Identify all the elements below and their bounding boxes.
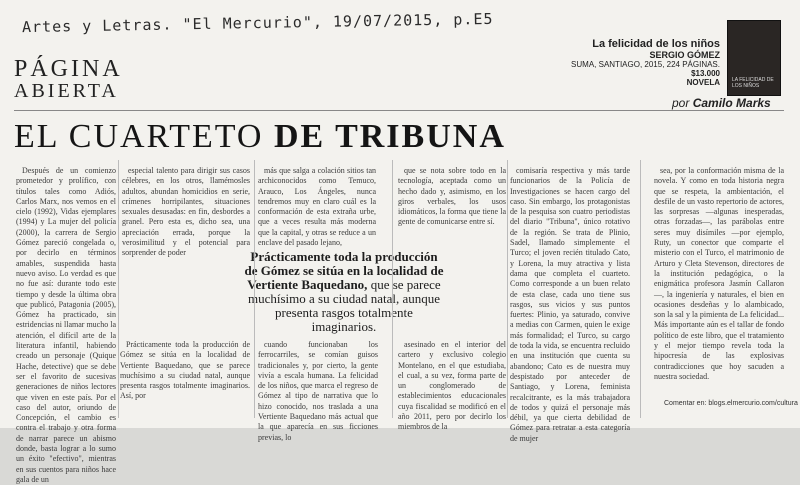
article-column-2 [122, 166, 250, 258]
byline-prefix: por [672, 96, 690, 110]
byline-author: Camilo Marks [692, 96, 771, 110]
article-column-3 [258, 166, 376, 248]
section-title-line2: ABIERTA [14, 80, 119, 102]
column-text: sea, por la conformación misma de la novela. Y como en toda historia negra que se respeta, la ambientación, el desfile de un vasto repertorio de actores, las sorpresas —algunas inesperadas, otras forzadas—, las parábolas entre seres muy disímiles —por ejemplo, Ruty, un conector que comparte el misterio con el Turco, el matrimonio de Arturo y Cleta Stevenson, directores de la institución pedagógica, o la enigmática profesora Jasmín Callaron—, la ingeniería y naturales, el bien en ocasiones desdeñas y lo alambicado, son la sal y la pimienta de La felicidad... Más importante aún es el tallar de fondo político de este libro, que el tratamiento y el mejor tiempo revela toda la hipocresía de las explosivas contradicciones que hoy sacuden a nuestra sociedad. [654, 166, 784, 381]
book-author: SERGIO GÓMEZ [649, 50, 720, 60]
column-divider [118, 160, 119, 418]
column-text: Prácticamente toda la producción de Gómez se sitúa en la localidad de Vertiente Baquedano, que se parece muchísimo a su ciudad natal, aunque presenta rasgos totalmente imaginarios. Así, por [120, 340, 250, 401]
column-text: cuando funcionaban los ferrocarriles, se comían guisos tradicionales y, por cierto, la gente vivía a escala humana. La felicidad de los niños, que marca el regreso de Gómez al tipo de narrativa que lo hizo conocido, nos traslada a una Vertiente Baquedano más actual que la que aparecía en sus ficciones previas, lo [258, 340, 378, 442]
column-text: comisaría respectiva y más tarde funcionarios de la Policía de Investigaciones se hacen cargo del caso. Sin embargo, los protagonistas de la pesquisa son cuatro periodistas del diario "Tribuna", único rotativo de la región. Se trata de Plinio, Sadel, llamado simplemente el Turco; el joven recién titulado Cato, y Lorena, la muy atractiva y lista dama que completa el cuarteto. Como corresponde a un buen relato de esta clase, cada uno tiene sus rasgos, sus vicios y sus puntos fuertes: Plinio, ya saturado, convive a medias con Carmen, quien le exige más formalidad; el Turco, su cargo de toda la vida, se encuentra recluido en una institución que cuenta su abandono; Cato es de nuestra muy despistado por anteceder de Santiago, y Lorena, feminista recalcitrante, es la más trabajadora de todos y quizá el personaje más débil, ya que cierta debilidad de Gómez para retratar a esta categoría de mujer [510, 166, 630, 443]
section-title [14, 58, 123, 102]
book-cover-image [727, 20, 781, 96]
column-text: Después de un comienzo prometedor y prolífico, con títulos tales como Adiós, Carlos Marx, nos vemos en el cielo (1992), Vidas ejemplares (1994) y La mujer del policía (2000), la carrera de Sergio Gómez pareció congelada o, por decirlo en términos amables, suspendida hasta nuevo aviso. Lo verdad es que no fue así: durante todo este tiempo y desde la última obra que publicó, Patagonia (2005), Gómez ha practicado, sin estridencias ni llamar mucho la atención, el difícil arte de la literatura infantil, habiendo creado un personaje (Quique Hache, detective) que se debe ser el favorito de sucesivas generaciones de niños lectores que viven en este país. Por el caso del autor, oriundo de Concepción, el cambio es contra el trabajo y otra forma de narrar parece un abismo donde, basta lograr a lo sumo un éxito "efectivo", mientras en sus cuentos para niños hace gala de un [16, 166, 116, 484]
pull-quote-rest: que se parece muchísimo a su ciudad natal, aunque presenta rasgos totalmente imaginarios. [247, 277, 441, 334]
article-column-4-lower [398, 340, 506, 432]
headline-part1: EL CUARTETO [14, 118, 274, 155]
column-text: que se nota sobre todo en la tecnología, aceptada como un hecho dado y, asimismo, en los giros verbales, los usos idiomáticos, la forma que tiene la gente de comunicarse entre sí. [398, 166, 506, 227]
book-publication-info: SUMA, SANTIAGO, 2015, 224 PÁGINAS. [571, 60, 720, 69]
article-column-5 [510, 166, 630, 443]
article-column-1 [16, 166, 116, 484]
book-genre: NOVELA [686, 78, 720, 87]
article-column-6 [654, 166, 784, 390]
column-divider [507, 160, 508, 418]
book-info [570, 38, 720, 87]
pull-quote [244, 250, 444, 334]
book-cover-label: LA FELICIDAD DE LOS NIÑOS [732, 77, 774, 89]
column-divider [640, 160, 641, 418]
section-title-line1: PÁGINA [14, 56, 123, 82]
column-divider [392, 160, 393, 418]
column-divider [254, 160, 255, 418]
pull-quote-bold: Prácticamente toda la producción de Gómez se sitúa en la localidad de Vertiente Baquedano, [244, 249, 444, 292]
article-headline [14, 118, 506, 156]
column-text: más que salga a colación sitios tan archiconocidos como Temuco, Arauco, Los Ángeles, nunca tendremos muy en claro cuál es la conformación de esta extraña urbe, que a veces resulta más moderna que la capital, y otras se reduce a un enclave del pasado lejano, [258, 166, 376, 248]
byline [672, 96, 771, 110]
column-text: asesinado en el interior del cartero y exclusivo colegio Montelano, en el que estudiaba, el cual, a su vez, forma parte de un conglomerado de establecimientos educacionales cuya fiscalidad se modificó en el año 2011, pero por decirlo los miembros de la [398, 340, 506, 432]
headline-part2: DE TRIBUNA [273, 118, 506, 155]
book-title: La felicidad de los niños [592, 38, 720, 50]
column-text: especial talento para dirigir sus casos célebres, en los otros, llamémosles adultos, abundan homicidios en serie, crímenes horripilantes, situaciones sexuales desusadas: en fin, desbordes a granel. Pero esta es, dicho sea, una apreciación errada, porque la verosimilitud y el potencial para sorprender de poder [122, 166, 250, 258]
handwritten-source-note: Artes y Letras. "El Mercurio", 19/07/2015, p.E5 [21, 9, 494, 37]
header-divider [14, 110, 784, 111]
book-price: $13.000 [691, 69, 720, 78]
article-column-3-lower [258, 340, 378, 442]
article-column-4 [398, 166, 506, 234]
comment-link[interactable]: Comentar en: blogs.elmercurio.com/cultura [664, 400, 798, 407]
article-column-2-lower [120, 340, 250, 420]
